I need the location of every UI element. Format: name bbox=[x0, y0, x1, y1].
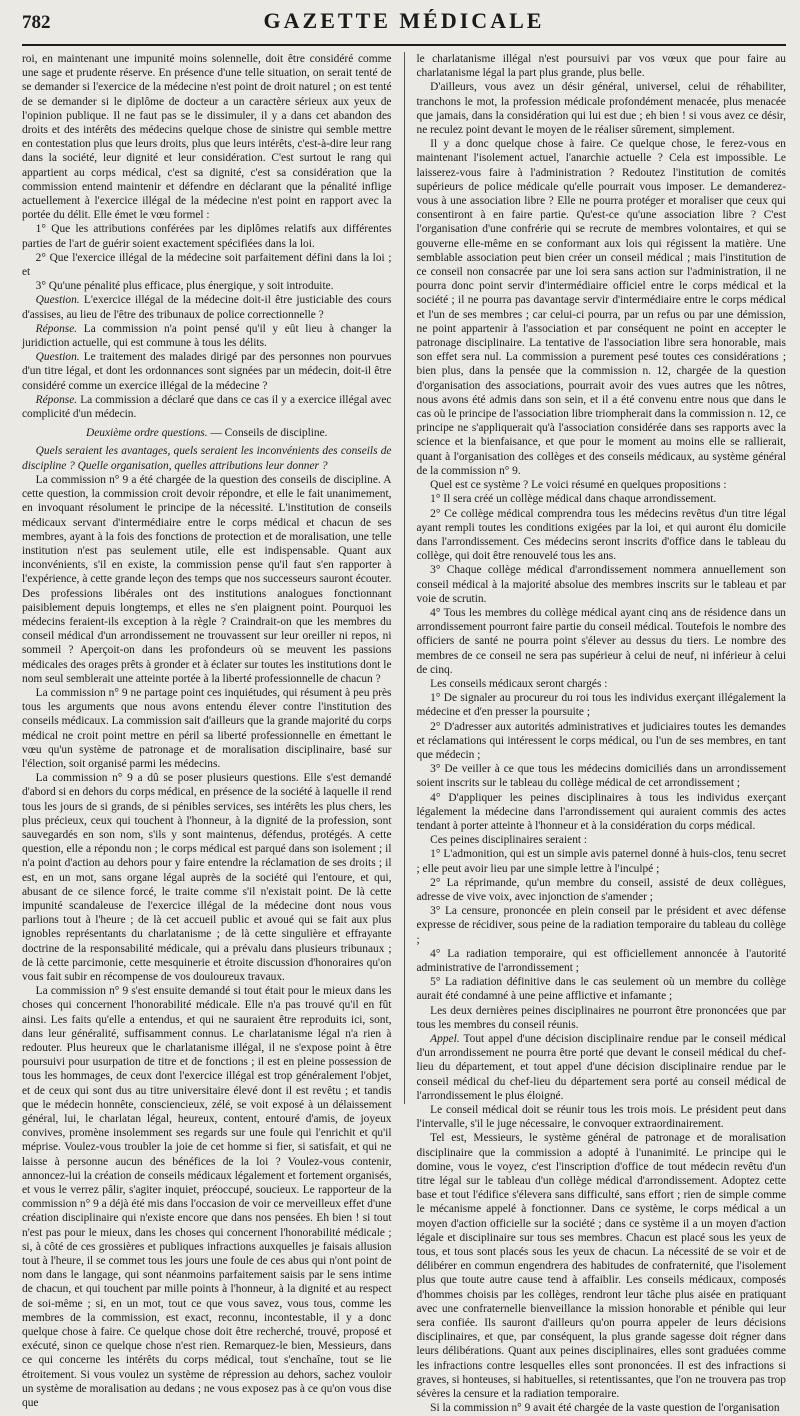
paragraph: Les conseils médicaux seront chargés : bbox=[430, 677, 608, 690]
duty-item: 2° D'adresser aux autorités administratives et judiciaires toutes les demandes et réclamations qui intéressent le corps médical, ou l'un de ses membres, en tant que médecin ; bbox=[416, 720, 786, 761]
question-block bbox=[22, 293, 392, 321]
penalty-item: 4° La radiation temporaire, qui est officiellement annoncée à l'autorité administrative de l'arrondissement ; bbox=[416, 947, 786, 974]
wish-item: 2° Que l'exercice illégal de la médecine soit parfaitement défini dans la loi ; et bbox=[22, 251, 392, 279]
section-heading-italic: Deuxième ordre questions. bbox=[86, 427, 208, 440]
question-text: L'exercice illégal de la médecine doit-il être justiciable des cours d'assises, au lieu de l'être des tribunaux de police correctionnelle ? bbox=[22, 294, 392, 321]
duty-item: 3° De veiller à ce que tous les médecins domiciliés dans un arrondissement soient inscrits sur le tableau du collège médical de cet arrondissement ; bbox=[416, 763, 786, 790]
paragraph: Tel est, Messieurs, le système général de patronage et de moralisation disciplinaire que la commission a adopté à l'unanimité. Le principe qui le domine, vous le voyez, c'est l'inscription d'office de tout médecin revêtu d'un titre légal sur le tableau d'un collège médical d'arrondissement. Adoptez cette base et tout l'édifice s'élevera sans difficulté, sans effort ; rien de simple comme le mécanisme appelé à fonctionner. Dans ce système, le corps médical a un moyen d'action officielle sur la société ; dans ce système il a un moyen d'action légale et disciplinaire sur tous ses membres. Chacun est placé sous les yeux de tous, et tous sont placés sous les yeux de chacun. La nécessité de se voir et de délibérer en commun engendrera des habitudes de confraternité, que l'isolement plus que toute autre cause tend à affaiblir. Les conseils médicaux, composés d'hommes choisis par les collèges, rendront leur tâche plus aisée en pratiquant avec une confraternelle bienveillance la mission honorable et pénible qui leur sera confiée. Ils sauront d'ailleurs qu'on pourra appeler de leurs décisions disciplinaires, et que, par conséquent, la plus grande sagesse doit régner dans leurs délibérations. Quant aux peines disciplinaires, elles sont graduées comme les infractions contre lesquelles elles sont prononcées. Il est des infractions si graves, si honteuses, si habituelles, si retentissantes, que l'on ne trouvera pas trop sévères la censure et la radiation temporaire. bbox=[416, 1132, 786, 1401]
paragraph: La commission n° 9 a été chargée de la question des conseils de discipline. A cette question, la commission croit devoir répondre, et elle le fait unanimement, en invoquant résolument le principe de la nécessité. L'institution de conseils médicaux servant d'intermédiaire entre le corps médical et chacun de ses membres, ayant à la fois des fonctions de protection et de moralisation, une telle institution n'est pas seulement utile, elle est indispensable. Quant aux inconvénients, s'il en existe, la commission pense qu'il faut s'en rapporter à l'expérience, à cette grande leçon des temps que nos successeurs sauront écouter. Des professions libérales ont des institutions analogues fonctionnant paisiblement depuis longtemps, et elles ne s'en plaignent point. Pourquoi les médecins feraient-ils exception à la règle ? Craindrait-on que les membres du conseil médical d'un arrondissement ne trouvassent sur leur oreiller ni repos, ni sommeil ? Aperçoit-on dans les profondeurs où se meuvent les passions médicales des orages prêts à gronder et à éclater sur toutes les institutions dont le nom seul semblerait une atteinte portée à la liberté professionnelle de chacun ? bbox=[22, 473, 392, 685]
penalty-item: 1° L'admonition, qui est un simple avis paternel donné à huis-clos, tenu secret ; elle peut avoir lieu par une simple lettre à l'inculpé ; bbox=[416, 848, 786, 875]
appeal-block bbox=[417, 1032, 787, 1103]
paragraph: Le conseil médical doit se réunir tous les trois mois. Le président peut dans l'intervalle, s'il le juge nécessaire, le convoquer extraordinairement. bbox=[416, 1104, 786, 1131]
question-text: Le traitement des malades dirigé par des personnes non pourvues d'un titre légal, et dont les ordonnances sont signées par un médecin, doit-il être considéré comme un exercice illégal de la médecine ? bbox=[22, 351, 392, 392]
section-question: Quels seraient les avantages, quels seraient les inconvénients des conseils de discipline ? Quelle organisation, quelles attributions leur donner ? bbox=[22, 445, 392, 472]
paragraph: D'ailleurs, vous avez un désir général, universel, celui de réhabiliter, tranchons le mot, la profession médicale profondément menacée, plus menacée que jamais, dans la considération qui lui est due ; eh bien ! si vous avez ce désir, ne reculez point devant le moyen de le réaliser sûrement, simplement. bbox=[416, 81, 786, 137]
wish-item: 3° Qu'une pénalité plus efficace, plus énergique, y soit introduite. bbox=[35, 280, 334, 293]
proposition-item: 3° Chaque collège médical d'arrondissement nommera annuellement son conseil médical à la majorité absolue des membres inscrits sur le tableau et par voie de scrutin. bbox=[416, 564, 786, 605]
answer-block bbox=[22, 322, 392, 350]
answer-block bbox=[22, 393, 392, 421]
section-heading bbox=[22, 426, 392, 440]
answer-text: La commission a déclaré que dans ce cas il y a exercice illégal avec complicité d'un médecin. bbox=[22, 393, 392, 421]
question-block bbox=[22, 350, 392, 393]
answer-label: Réponse. bbox=[35, 322, 78, 335]
paragraph: La commission n° 9 s'est ensuite demandé si tout était pour le mieux dans les choses qui concernent l'honorabilité médicale. Elle n'a pas trouvé qu'il en fût ainsi. Les faits qu'elle a entendus, et qui ne sauraient être reproduits ici, sont, dans leur généralité, suffisamment connus. Le charlatanisme légal n'a rien à redouter. Plus heureux que le charlatanisme illégal, il ne s'expose point à être poursuivi pour usurpation de titre et de fonctions ; il est en pleine possession de tous les hommages, de ceux dont l'exercice illégal est trop généralement l'objet, et de ceux qui sont dus au titre universitaire élevé dont il est revêtu ; et tandis que le médecin honnête, consciencieux, zélé, se voit exposé à un délaissement général, lui, le charlatan légal, heureux, content, entouré d'amis, de joyeux convives, promène insolemment ses regards sur une foule qui l'enrichit et qu'il méprise. Voulez-vous troubler la joie de cet homme si fier, si satisfait, et qui ne laisse à personne aucun des bénéfices de la loi ? Voulez-vous contenir, annoncez-lui la création de conseils médicaux légalement et fortement organisés, et vous le verrez pâlir, s'agiter inquiet, préoccupé, soucieux. Le rapporteur de la commission n° 9 a déjà été mis dans l'occasion de voir ce merveilleux effet d'une création disciplinaire qui n'existe encore que dans nos pensées. Eh bien ! si tout n'est pas pour le mieux, dans les choses qui concernent l'honorabilité médicale ; si, à côté de ces grossières et publiques infractions auxquelles je faisais allusion tout à l'heure, il se commet tous les jours une foule de ces abus qui n'ont point de nom dans le langage, qui sont néanmoins parfaitement saisis par le sens intime de chacun, et qui touchent par mille points à l'honneur, à la dignité et au respect de soi-même ; si, en un mot, tout ce que vous savez, vous tous, comme les membres de la commission, est exact, reconnu, incontestable, il y a donc quelque chose à faire. Ce quelque chose doit être recherché, trouvé, proposé et exécuté, sinon ce quelque chose n'est rien. Remarquez-le bien, Messieurs, dans ce qui concerne les intérêts du corps médical, tout s'enchaîne, tout se lie étroitement. Si vous voulez un système de répression au dehors, sachez vouloir un système de moralisation au dedans ; ne vous exposez pas à ce qu'on vous dise que bbox=[22, 985, 392, 1410]
paragraph: Ces peines disciplinaires seraient : bbox=[430, 834, 588, 847]
column-divider bbox=[404, 52, 405, 1104]
paragraph: La commission n° 9 ne partage point ces inquiétudes, qui résument à peu près tous les arguments que nous avons entendu élever contre l'institution des conseils médicaux. La commission sait d'ailleurs que la grande majorité du corps médical ne croit point mettre en péril sa liberté professionnelle en émettant le vœu qu'un système de patronage et de moralisation disciplinaire, basé sur l'élection, soit organisé parmi les médecins. bbox=[22, 686, 392, 770]
question-label: Question. bbox=[35, 294, 80, 307]
penalty-item: 2° La réprimande, qu'un membre du conseil, assisté de deux collègues, adresse de vive voix, avec injonction de s'amender ; bbox=[416, 876, 786, 903]
paragraph: le charlatanisme illégal n'est poursuivi par vos vœux que pour faire au charlatanisme légal la part plus grande, plus belle. bbox=[416, 53, 786, 80]
penalty-item: 3° La censure, prononcée en plein conseil par le président et avec défense expresse de récidiver, sous peine de la radiation temporaire du tableau du collège ; bbox=[416, 905, 786, 946]
answer-text: La commission n'a point pensé qu'il y eût lieu à changer la juridiction actuelle, qui est commune à tous les délits. bbox=[22, 322, 392, 350]
proposition-item: 1° Il sera créé un collège médical dans chaque arrondissement. bbox=[430, 493, 717, 506]
duty-item: 1° De signaler au procureur du roi tous les individus exerçant illégalement la médecine et d'en presser la poursuite ; bbox=[416, 692, 786, 719]
page-header bbox=[22, 8, 786, 46]
left-column bbox=[22, 52, 392, 1410]
question-label: Question. bbox=[35, 351, 80, 364]
paragraph: Les deux dernières peines disciplinaires ne pourront être prononcées que par tous les membres du conseil réunis. bbox=[416, 1004, 786, 1031]
penalty-item: 5° La radiation définitive dans le cas seulement où un membre du collège aurait été condamné à une peine afflictive et infamante ; bbox=[416, 976, 786, 1003]
right-column bbox=[416, 52, 787, 1415]
text-columns bbox=[22, 52, 786, 1415]
section-heading-text: — Conseils de discipline. bbox=[210, 427, 328, 440]
page-number: 782 bbox=[22, 12, 51, 33]
proposition-item: 4° Tous les membres du collège médical ayant cinq ans de résidence dans un arrondissement pourront faire partie du conseil médical. Toutefois le nombre des officiers de santé ne pourra point s'élever au dessus du tiers. Le nombre des membres de ce conseil ne sera pas supérieur à celui de neuf, ni inférieur à celui de cinq. bbox=[416, 606, 786, 676]
proposition-item: 2° Ce collège médical comprendra tous les médecins revêtus d'un titre légal ayant rempli toutes les conditions exigées par la loi, et qui auront élu domicile dans l'arrondissement. Ces médecins seront inscrits d'office dans le tableau du collège, qui doit être renouvelé tous les ans. bbox=[416, 507, 786, 563]
wish-item: 1° Que les attributions conférées par les diplômes relatifs aux différentes parties de l'art de guérir soient exactement spécifiées dans la loi. bbox=[22, 223, 392, 250]
appeal-label: Appel. bbox=[430, 1033, 460, 1046]
duty-item: 4° D'appliquer les peines disciplinaires à tous les individus exerçant légalement la médecine dans l'arrondissement qui auraient commis des actes tendant à porter atteinte à l'honneur et à la considération du corps médical. bbox=[416, 791, 786, 832]
journal-title: GAZETTE MÉDICALE bbox=[263, 8, 545, 33]
appeal-text: Tout appel d'une décision disciplinaire rendue par le conseil médical d'un arrondissement ne pourra être porté que devant le conseil médical du chef-lieu du département, et tout appel d'une décision disciplinaire rendue par le conseil médical du chef-lieu du département sera porté au conseil médical de l'arrondissement le plus éloigné. bbox=[416, 1033, 786, 1102]
paragraph: Il y a donc quelque chose à faire. Ce quelque chose, le ferez-vous en maintenant l'isolement actuel, l'anarchie actuelle ? Cela est impossible. Le laisserez-vous faire à l'administration ? Redoutez l'institution de comités supérieurs de police médicale qu'elle pourrait vous imposer. Le demanderez-vous à une association libre ? Elle ne pourra protéger et moraliser que ceux qui consentiront à en faire partie. Qu'est-ce qu'une association libre ? C'est l'organisation d'une confrérie qui se recrute de membres volontaires, et qui se gouverne elle-même en se conformant aux lois qui régissent la matière. Une semblable association peut bien créer un conseil médical ; mais l'institution de ce conseil non consacrée par une loi sera sans action sur l'administration, il ne pourra donc point servir d'intermédiaire officiel entre le corps médical et la société ; il ne pourra pas davantage servir d'intermédiaire entre le corps médical et l'un de ses membres ; car celui-ci pourra, par un refus ou par une démission, ne point appartenir à l'association et par conséquent ne point en accepter le patronage disciplinaire. La tentative de l'association libre sera honorable, mais son effet sera nul. La commission a purement pesé toutes ces considérations ; bien plus, dans la pensée que la commission n. 12, chargée de la question d'organisation des associations, pourrait avoir des vues autres que les nôtres, nous avons été admis dans son sein, et il a été convenu entre nous que dans le cas où le principe de l'association libre triompherait dans la commission n. 12, ce principe ne s'appliquerait qu'à l'association considérée dans ses rapports avec la science et la bienfaisance, et que pour le moment au moins elle se rallierait, quant à l'organisation des collèges et des conseils médicaux, au système général de la commission n° 9. bbox=[416, 138, 786, 477]
paragraph: Si la commission n° 9 avait été chargée de la vaste question de l'organisation bbox=[430, 1402, 780, 1415]
answer-label: Réponse. bbox=[35, 393, 78, 406]
paragraph: roi, en maintenant une impunité moins solennelle, doit être considéré comme une sage et prudente réserve. En présence d'une telle situation, on serait tenté de se demander si l'exercice de la médecine n'est point de droit naturel ; on est tenté de se demander si le diplôme de docteur a un caractère sérieux aux yeux de l'opinion publique. Il ne faut pas se le dissimuler, il y a dans cet abandon des droits et des intérêts des médecins quelque chose de sinistre qui semble mettre en contestation plus que leurs droits, plus que leurs intérêts, c'est-à-dire leur rang dans la société, leur dignité et leur considération. C'est surtout le rang qui appartient au corps médical, c'est sa dignité, c'est sa considération que la commission entend maintenir et défendre en déclarant que la pénalité inflige actuellement à l'exercice illégal de la médecine n'est point en rapport avec la portée du délit. Elle émet le vœu formel : bbox=[22, 53, 392, 222]
paragraph: La commission n° 9 a dû se poser plusieurs questions. Elle s'est demandé d'abord si en dehors du corps médical, en présence de la société à laquelle il rend tous les jours de si grands, de si pénibles services, ses intérêts les plus chers, les plus précieux, ceux qui touchent à l'honneur, à la dignité de la profession, sont sauvegardés en son nom, s'ils y sont maintenus, défendus, protégés. A cette question, elle a répondu non ; le corps médical est parqué dans son isolement ; il n'a point d'action au dehors pour y faire entendre la réclamation de ses droits ; il est, en un mot, sans organe légal auprès de la société qui l'entoure, et qui, abusant de ce silence forcé, le traite comme s'il n'existait point. De là cette impunité scandaleuse de l'exercice illégal de la médecine dont nous vous parlions tout à l'heure ; de là cet accueil public et avoué qui se fait aux plus ignobles représentants du charlatanisme ; de là cette singulière et effrayante doctrine de la responsabilité médicale, qui a prévalu dans plusieurs tribunaux ; de là cette parcimonie, cette mesquinerie et étroite discussion d'honoraires qu'on vous fait subir en récompense de vos douloureux travaux. bbox=[22, 772, 392, 983]
paragraph: Quel est ce système ? Le voici résumé en quelques propositions : bbox=[430, 479, 727, 492]
